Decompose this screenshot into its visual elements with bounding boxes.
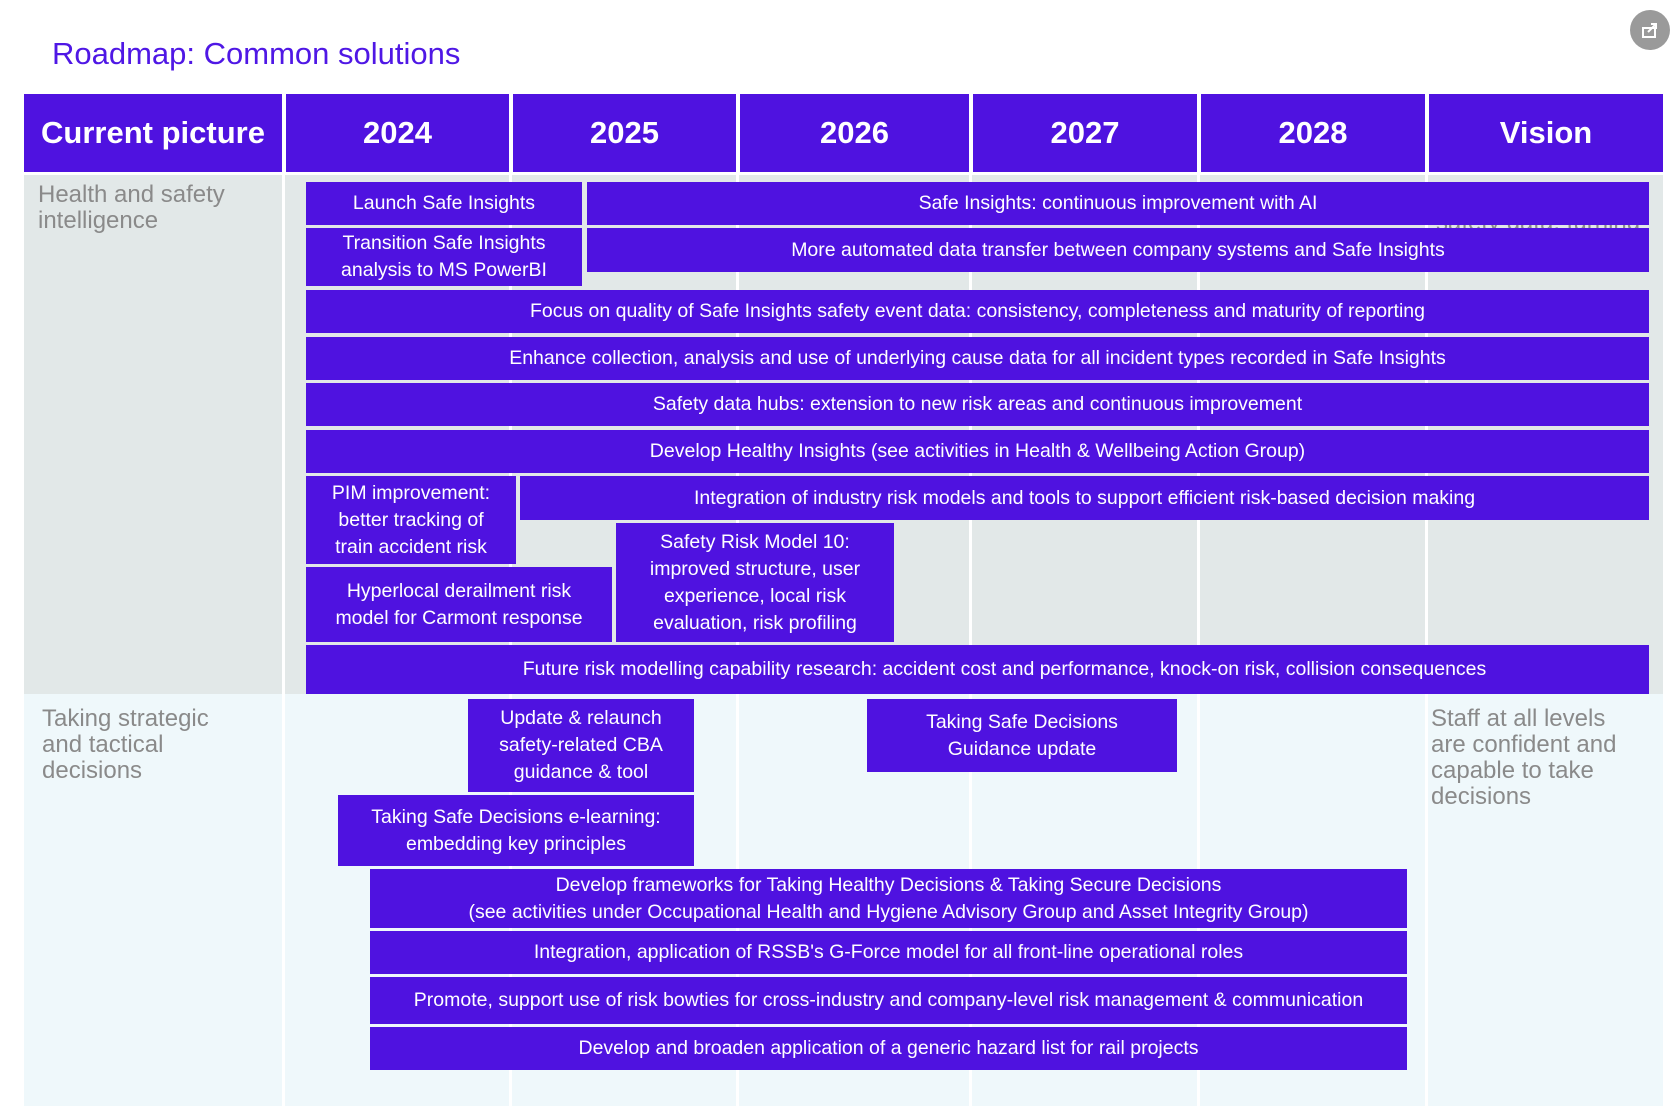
- bar-cba-guidance: Update & relaunch safety-related CBA guidance & tool: [468, 699, 694, 792]
- bar-healthy-insights: Develop Healthy Insights (see activities in Health & Wellbeing Action Group): [306, 430, 1649, 473]
- share-icon: [1640, 20, 1660, 40]
- bar-industry-risk-models: Integration of industry risk models and tools to support efficient risk-based decision making: [520, 476, 1649, 520]
- bar-underlying-cause: Enhance collection, analysis and use of underlying cause data for all incident types recorded in Safe Insights: [306, 337, 1649, 380]
- current-decisions: Taking strategic and tactical decisions: [42, 705, 209, 784]
- vision-decisions: Staff at all levels are confident and capable to take decisions: [1431, 705, 1617, 810]
- bar-automated-transfer: More automated data transfer between company systems and Safe Insights: [587, 228, 1649, 272]
- header-year-2024: 2024: [286, 94, 509, 172]
- header-year-2028: 2028: [1201, 94, 1425, 172]
- current-health-safety: Health and safety intelligence: [38, 181, 225, 234]
- header-year-2027: 2027: [973, 94, 1197, 172]
- header-current-picture: Current picture: [24, 94, 282, 172]
- bar-data-quality: Focus on quality of Safe Insights safety event data: consistency, completeness and maturity of reporting: [306, 290, 1649, 333]
- column-divider: [282, 175, 285, 1106]
- header-year-2026: 2026: [740, 94, 969, 172]
- page-title: Roadmap: Common solutions: [52, 36, 461, 71]
- bar-tsd-elearning: Taking Safe Decisions e-learning: embedding key principles: [338, 795, 694, 866]
- bar-future-risk-modelling: Future risk modelling capability research: accident cost and performance, knock-on risk, collision consequences: [306, 645, 1649, 694]
- header-year-2025: 2025: [513, 94, 736, 172]
- bar-launch-safe-insights: Launch Safe Insights: [306, 182, 582, 225]
- bar-tsd-guidance-update: Taking Safe Decisions Guidance update: [867, 699, 1177, 772]
- header-vision: Vision: [1429, 94, 1663, 172]
- bar-generic-hazard-list: Develop and broaden application of a generic hazard list for rail projects: [370, 1027, 1407, 1070]
- bar-safe-insights-ai: Safe Insights: continuous improvement with AI: [587, 182, 1649, 225]
- bar-hyperlocal-derailment: Hyperlocal derailment risk model for Carmont response: [306, 567, 612, 642]
- bar-g-force-model: Integration, application of RSSB's G-Force model for all front-line operational roles: [370, 931, 1407, 974]
- bar-transition-powerbi: Transition Safe Insights analysis to MS PowerBI: [306, 228, 582, 286]
- share-button[interactable]: [1630, 10, 1670, 50]
- bar-pim-improvement: PIM improvement: better tracking of train accident risk: [306, 476, 516, 564]
- bar-safety-data-hubs: Safety data hubs: extension to new risk areas and continuous improvement: [306, 383, 1649, 426]
- bar-risk-bowties: Promote, support use of risk bowties for cross-industry and company-level risk management & communication: [370, 977, 1407, 1024]
- bar-safety-risk-model-10: Safety Risk Model 10: improved structure, user experience, local risk evaluation, risk profiling: [616, 523, 894, 642]
- bar-develop-frameworks: Develop frameworks for Taking Healthy Decisions & Taking Secure Decisions (see activities under Occupational Health and Hygiene Advisory Group and Asset Integrity Group): [370, 869, 1407, 928]
